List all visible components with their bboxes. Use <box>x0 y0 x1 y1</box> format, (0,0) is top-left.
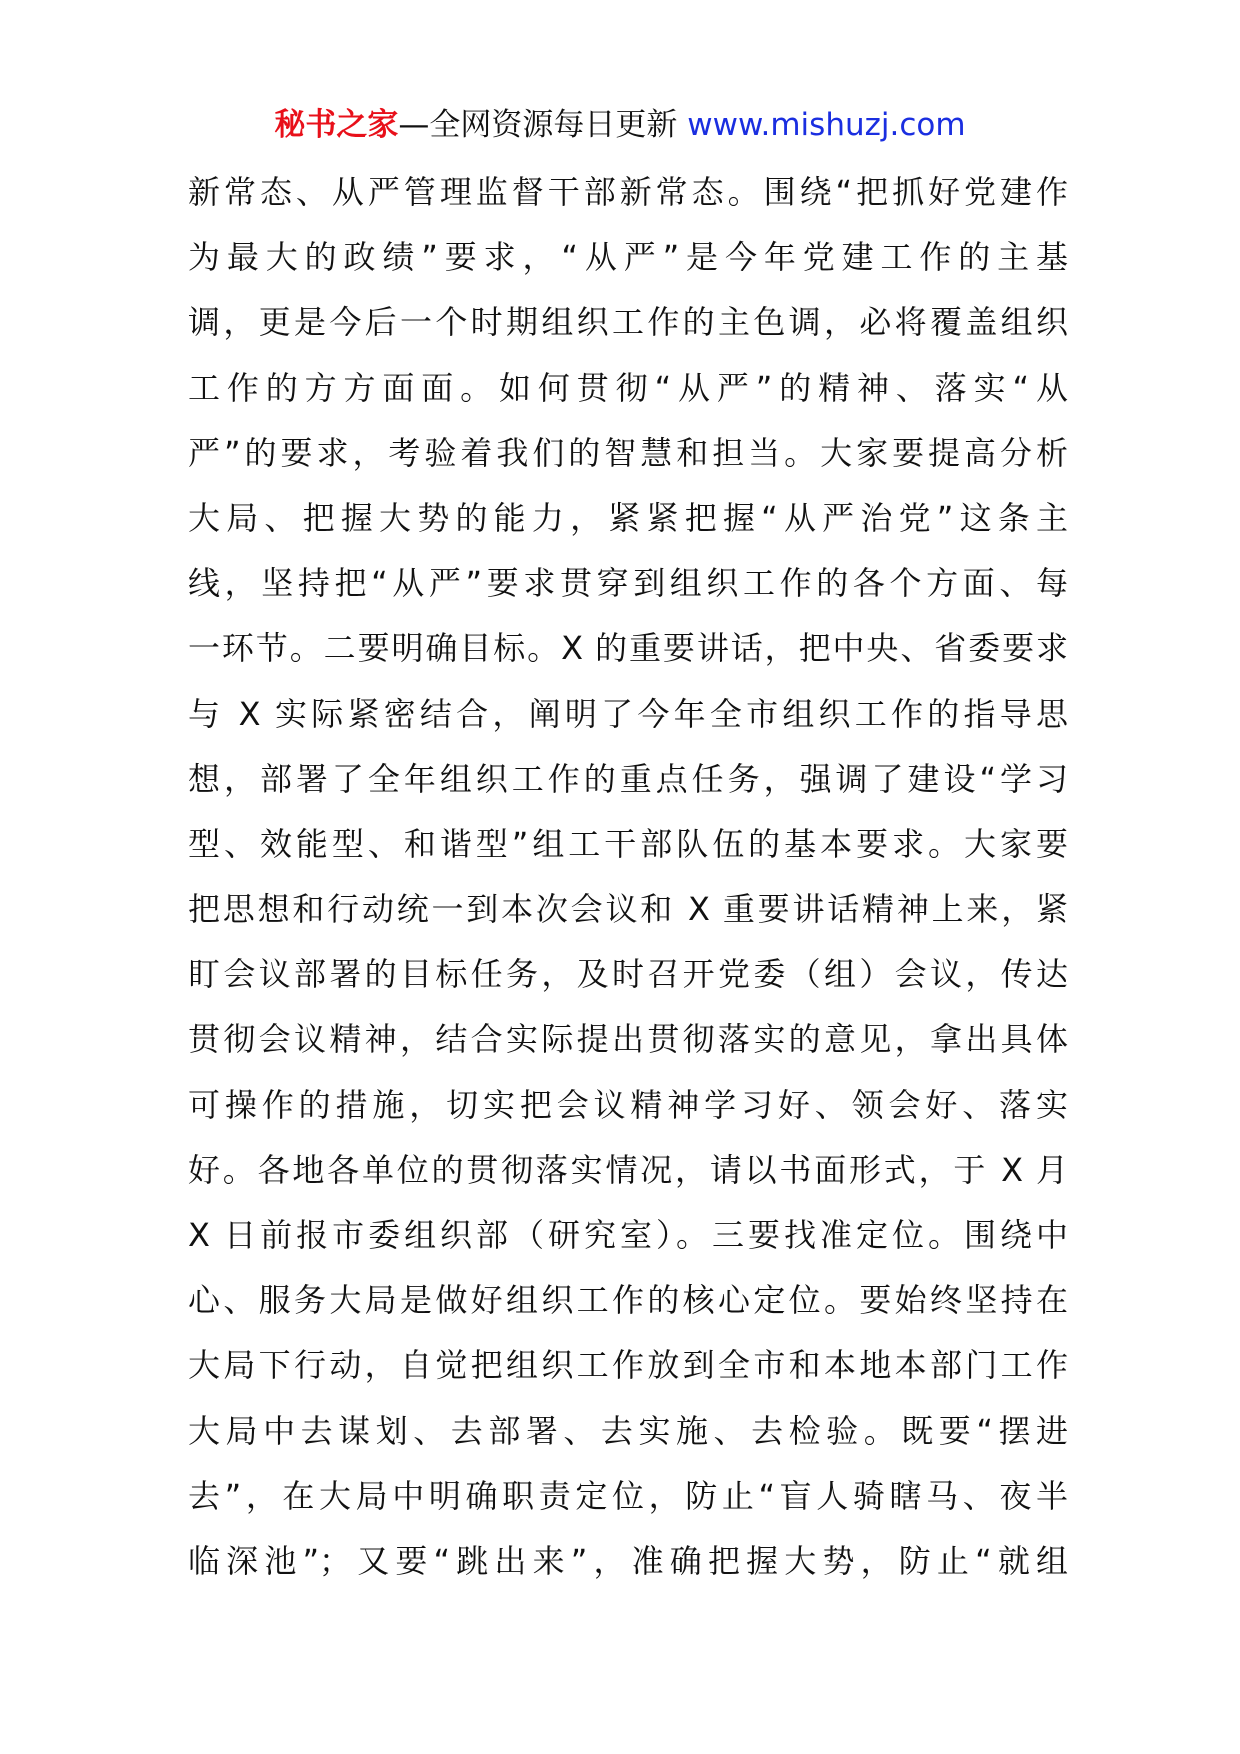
text-line: 贯彻会议精神，结合实际提出贯彻落实的意见，拿出具体 <box>188 1020 1068 1059</box>
text-line: 把思想和行动统一到本次会议和 X 重要讲话精神上来，紧 <box>188 890 1068 929</box>
text-line: 型、效能型、和谐型”组工干部队伍的基本要求。大家要 <box>188 824 1068 863</box>
text-line: 想，部署了全年组织工作的重点任务，强调了建设“学习 <box>188 759 1068 798</box>
text-line: 为最大的政绩”要求，“从严”是今年党建工作的主基 <box>188 238 1068 277</box>
text-line: 一环节。二要明确目标。X 的重要讲话，把中央、省委要求 <box>188 629 1068 668</box>
text-line: 去”，在大局中明确职责定位，防止“盲人骑瞎马、夜半 <box>188 1476 1068 1515</box>
document-body <box>188 160 1068 1594</box>
text-line: X 日前报市委组织部（研究室）。三要找准定位。围绕中 <box>188 1216 1068 1254</box>
text-line: 与 X 实际紧密结合，阐明了今年全市组织工作的指导思 <box>188 694 1068 733</box>
header-tagline: —全网资源每日更新 <box>398 107 688 143</box>
website-link[interactable]: www.mishuzj.com <box>687 107 966 143</box>
text-line: 线，坚持把“从严”要求贯穿到组织工作的各个方面、每 <box>188 564 1068 603</box>
brand-name: 秘书之家 <box>274 107 399 143</box>
text-line: 心、服务大局是做好组织工作的核心定位。要始终坚持在 <box>188 1281 1068 1320</box>
text-line: 大局、把握大势的能力，紧紧把握“从严治党”这条主 <box>188 498 1068 537</box>
text-line: 大局中去谋划、去部署、去实施、去检验。既要“摆进 <box>188 1411 1068 1450</box>
text-line: 工作的方方面面。如何贯彻“从严”的精神、落实“从 <box>188 368 1068 407</box>
text-line: 盯会议部署的目标任务，及时召开党委（组）会议，传达 <box>188 955 1068 994</box>
text-line: 可操作的措施，切实把会议精神学习好、领会好、落实 <box>188 1085 1068 1124</box>
text-line: 新常态、从严管理监督干部新常态。围绕“把抓好党建作 <box>188 173 1068 211</box>
page-header <box>0 95 1240 155</box>
text-line: 严”的要求，考验着我们的智慧和担当。大家要提高分析 <box>188 433 1068 472</box>
text-line: 好。各地各单位的贯彻落实情况，请以书面形式，于 X 月 <box>188 1150 1068 1189</box>
text-line: 大局下行动，自觉把组织工作放到全市和本地本部门工作 <box>188 1346 1068 1385</box>
text-line: 临深池”；又要“跳出来”，准确把握大势，防止“就组 <box>188 1541 1068 1580</box>
text-line: 调，更是今后一个时期组织工作的主色调，必将覆盖组织 <box>188 303 1068 342</box>
